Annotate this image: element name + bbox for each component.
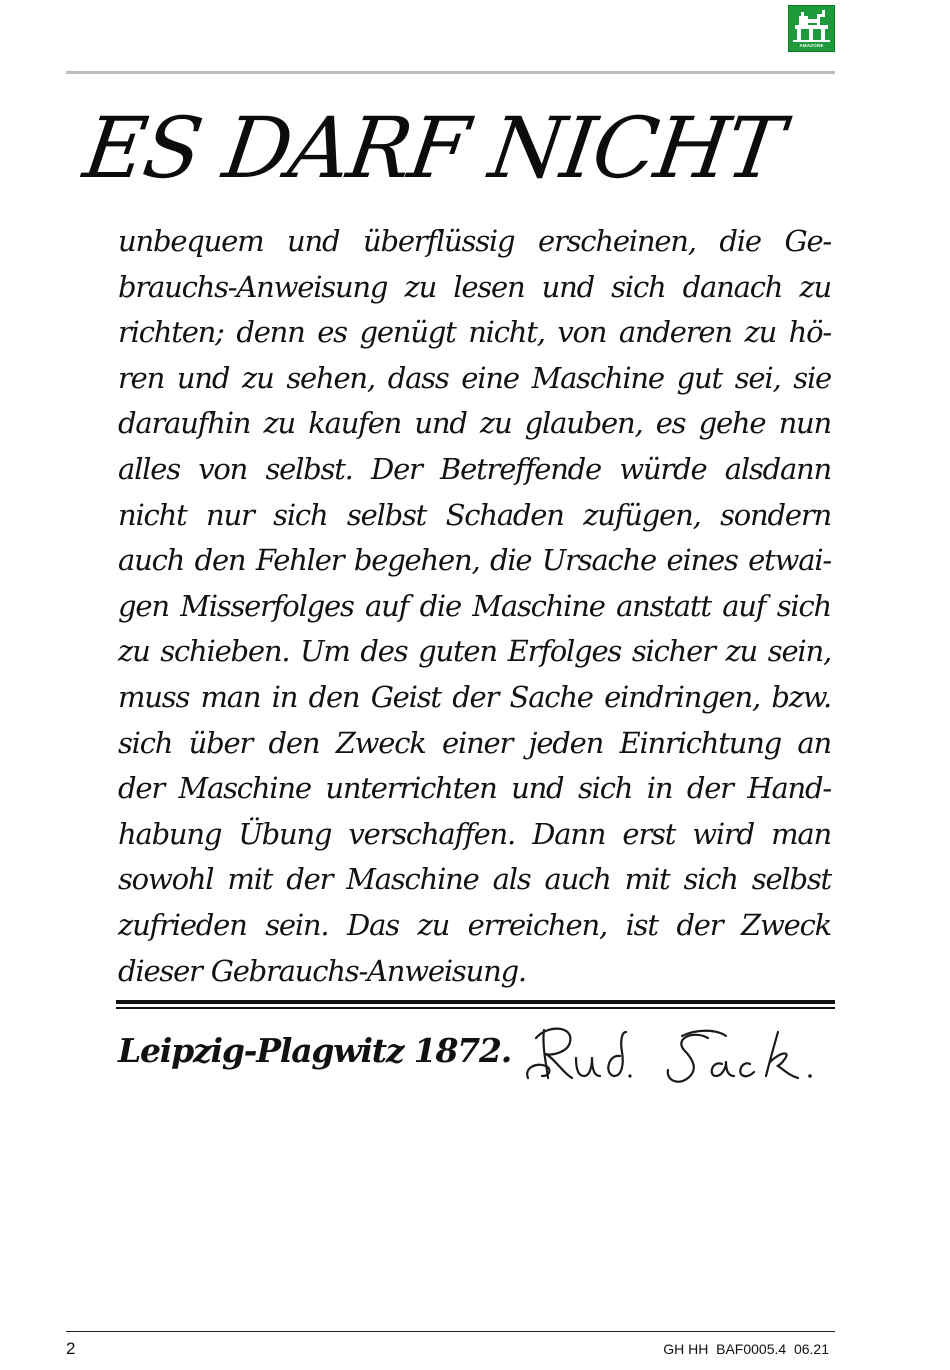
amazone-logo <box>788 5 835 52</box>
handwritten-signature <box>522 1016 834 1092</box>
place-date: Leipzig-Plagwitz 1872. <box>118 1031 512 1070</box>
page-title: ES DARF NICHT <box>78 99 788 197</box>
body-line: zufrieden sein. Das zu erreichen, ist der Zweck <box>118 907 831 942</box>
body-line: sich über den Zweck einer jeden Einrichtung an <box>118 725 831 760</box>
body-line: richten; denn es genügt nicht, von anderen zu hö- <box>118 315 831 350</box>
body-line: dieser Gebrauchs-Anweisung. <box>118 953 526 988</box>
body-line: habung Übung verschaffen. Dann erst wird man <box>118 816 831 851</box>
logo-wordmark: AMAZONE <box>799 43 824 48</box>
body-line: daraufhin zu kaufen und zu glauben, es gehe nun <box>118 406 831 441</box>
body-line: nicht nur sich selbst Schaden zufügen, sondern <box>118 497 831 532</box>
body-line: unbequem und überflüssig erscheinen, die Ge- <box>118 224 831 258</box>
body-paragraph <box>118 219 831 994</box>
document-code: GH HH BAF0005.4 06.21 <box>663 1341 829 1357</box>
signature-divider <box>116 1000 835 1009</box>
body-line: gen Misserfolges auf die Maschine anstatt auf sich <box>118 588 831 623</box>
body-line: zu schieben. Um des guten Erfolges sicher zu sein, <box>118 634 831 669</box>
page-number: 2 <box>66 1339 76 1358</box>
body-line: der Maschine unterrichten und sich in der Hand- <box>118 771 831 806</box>
body-line: ren und zu sehen, dass eine Maschine gut sei, sie <box>118 360 831 395</box>
body-line: alles von selbst. Der Betreffende würde alsdann <box>118 451 831 486</box>
header-divider <box>66 71 835 74</box>
body-line: sowohl mit der Maschine als auch mit sich selbst <box>118 862 831 897</box>
footer-divider <box>66 1331 835 1332</box>
body-line: muss man in den Geist der Sache eindringen, bzw. <box>118 679 831 714</box>
body-line: brauchs-Anweisung zu lesen und sich danach zu <box>118 269 831 304</box>
body-line: auch den Fehler begehen, die Ursache eines etwai- <box>118 543 831 578</box>
